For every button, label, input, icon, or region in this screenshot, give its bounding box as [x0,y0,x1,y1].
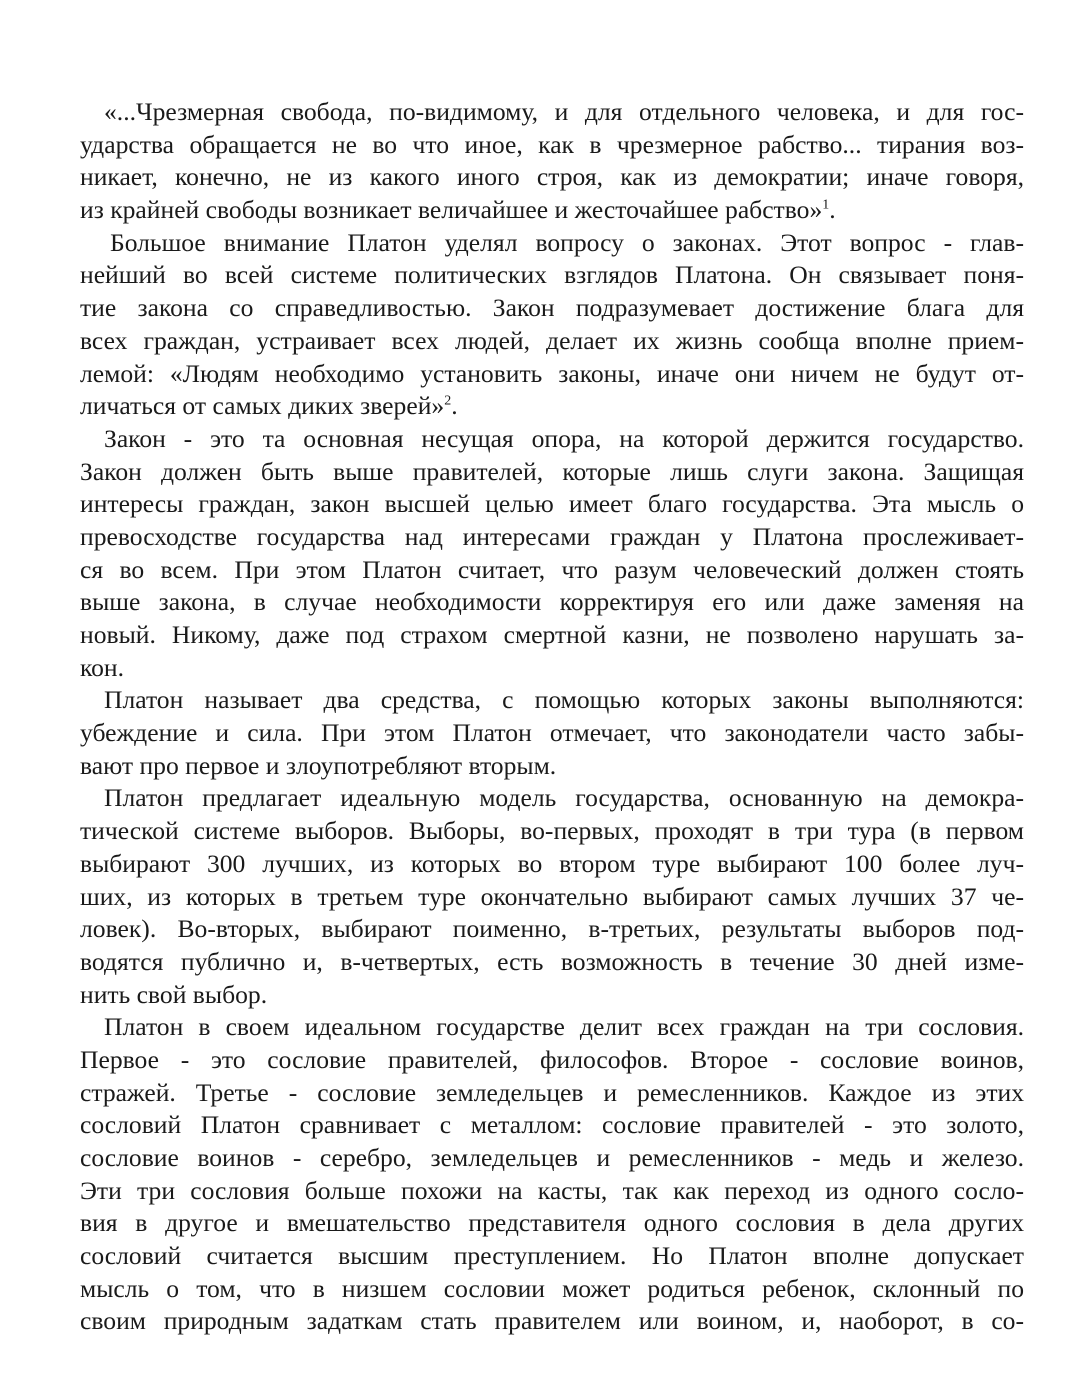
text-line: водятся публично и, в-четвертых, есть возможность в течение 30 дней изме- [80,946,1024,976]
text-line: тие закона со справедливостью. Закон подразумевает достижение блага для [80,293,1024,323]
text-line: Большое внимание Платон уделял вопросу о законах. Этот вопрос - глав- [110,227,1024,257]
text-line: мысль о том, что в низшем сословии может родиться ребенок, склонный по [80,1273,1024,1303]
text-line: всех граждан, устраивает всех людей, делает их жизнь сообща вполне прием- [80,325,1024,355]
text-line: выше закона, в случае необходимости корректируя его или даже заменяя на [80,587,1024,617]
text-line: Эти три сословия больше похожи на касты, так как переход из одного сосло- [80,1175,1024,1205]
text-line: новый. Никому, даже под страхом смертной казни, не позволено нарушать за- [80,620,1024,649]
text-line: своим природным задаткам стать правителем или воином, и, наоборот, в со- [80,1306,1024,1336]
line-text: из крайней свободы возникает величайшее и жесточайшее рабство» [80,195,823,225]
text-line: выбирают 300 лучших, из которых во втором туре выбирают 100 более луч- [80,848,1024,878]
text-line [80,390,1024,423]
paragraph [80,423,1024,685]
sentence-end: . [451,391,458,421]
paragraph [80,227,1024,423]
text-line: ударства обращается не во что иное, как в чрезмерное рабство... тирания воз- [80,129,1024,159]
footnote-marker[interactable]: 2 [444,393,452,409]
line-text: личаться от самых диких зверей» [80,391,445,421]
text-line: убеждение и сила. При этом Платон отмечает, что законодатели часто забы- [80,718,1024,748]
paragraph [80,1011,1024,1338]
text-line: ся во всем. При этом Платон считает, что разум человеческий должен стоять [80,554,1024,584]
text-line: сословий считается высшим преступлением. Но Платон вполне допускает [80,1241,1024,1271]
text-line: Платон в своем идеальном государстве делит всех граждан на три сословия. [104,1012,1024,1042]
footnote-marker[interactable]: 1 [822,197,830,213]
text-line: никает, конечно, не из какого иного строя, как из демократии; иначе говоря, [80,162,1024,192]
text-line: Закон - это та основная несущая опора, на которой держится государство. [104,423,1024,453]
text-line: интересы граждан, закон высшей целью имеет благо государства. Эта мысль о [80,489,1024,519]
document-page [80,96,1024,1338]
text-line: лемой: «Людям необходимо установить законы, иначе они ничем не будут от- [80,358,1024,388]
paragraph [80,96,1024,227]
text-line: Платон называет два средства, с помощью которых законы выполняются: [104,685,1024,715]
text-line: ших, из которых в третьем туре окончательно выбирают самых лучших 37 че- [80,881,1024,911]
text-line: нить свой выбор. [80,979,268,1009]
text-line: кон. [80,652,125,682]
text-line: вия в другое и вмешательство представителя одного сословия в дела других [80,1208,1024,1238]
text-line: ловек). Во-вторых, выбирают поименно, в-третьих, результаты выборов под- [80,914,1024,944]
text-line: Первое - это сословие правителей, философов. Второе - сословие воинов, [80,1044,1024,1074]
text-line: Закон должен быть выше правителей, которые лишь слуги закона. Защищая [80,456,1024,486]
text-line [80,194,1024,227]
paragraph [80,684,1024,782]
text-line: «...Чрезмерная свобода, по-видимому, и для отдельного человека, и для гос- [104,97,1024,126]
text-line: тической системе выборов. Выборы, во-первых, проходят в три тура (в первом [80,816,1024,846]
text-line: превосходстве государства над интересами граждан у Платона прослеживает- [80,521,1024,551]
text-line: нейший во всей системе политических взглядов Платона. Он связывает поня- [80,260,1024,290]
text-line: сословий Платон сравнивает с металлом: сословие правителей - это золото, [80,1110,1024,1140]
text-line: сословие воинов - серебро, земледельцев и ремесленников - медь и железо. [80,1143,1024,1172]
paragraph [80,782,1024,1011]
text-line: стражей. Третье - сословие земледельцев и ремесленников. Каждое из этих [80,1077,1024,1107]
sentence-end: . [829,195,836,225]
text-line: Платон предлагает идеальную модель государства, основанную на демокра- [104,783,1024,813]
text-line: вают про первое и злоупотребляют вторым. [80,750,557,780]
